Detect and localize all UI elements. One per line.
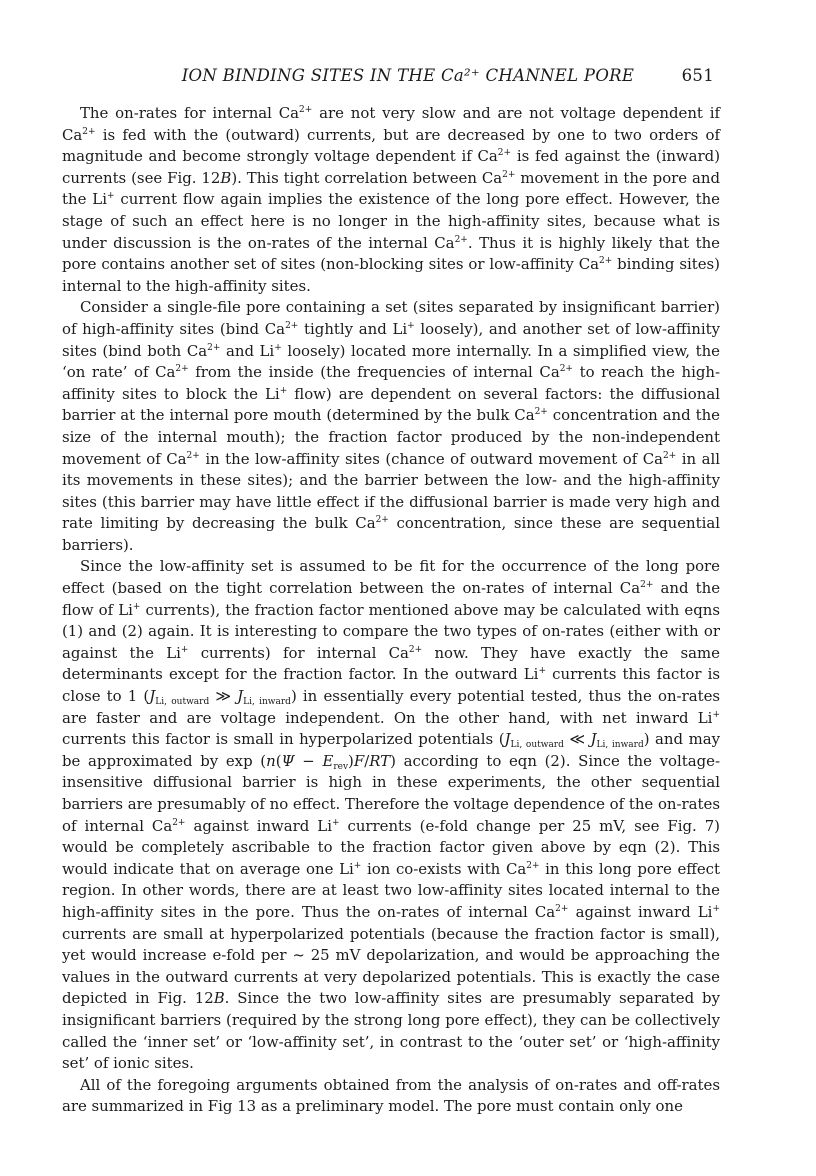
paragraph-4: All of the foregoing arguments obtained from the analysis of on-rates and off-rates are summarized in Fig 13 as a preliminary model. The pore must contain only one <box>62 1075 720 1116</box>
running-header <box>0 66 816 90</box>
body-text <box>62 103 720 1118</box>
page-number: 651 <box>681 66 714 85</box>
paragraph-2: Consider a single-file pore containing a set (sites separated by insignificant barrier) of high-affinity sites (bind $Ca^{2+}$ tightly and Li+ loosely), and another set of low-affinity sites (bind both $Ca^{2+}$ and Li+ loosely) located more internally. In a simplified view, the ‘on rate’ of $Ca^{2+}$ from the inside (the frequencies of internal $Ca^{2+}$ to reach the high-affinity sites to block the Li+ flow) are dependent on several factors: the diffusional barrier at the internal pore mouth (determined by the bulk $Ca^{2+}$ concentration and the size of the internal mouth); the fraction factor produced by the non-independent movement of $Ca^{2+}$ in the low-affinity sites (chance of outward movement of $Ca^{2+}$ in all its movements in these sites); and the barrier between the low- and the high-affinity sites (this barrier may have little effect if the diffusional barrier is made very high and rate limiting by decreasing the bulk $Ca^{2+}$ concentration, since these are sequential barriers). <box>62 298 721 554</box>
running-title: ION BINDING SITES IN THE Ca²⁺ CHANNEL PORE <box>181 66 635 85</box>
paragraph-1: The on-rates for internal $Ca^{2+}$ are not very slow and are not voltage dependent if $Ca^{2+}$ is fed with the (outward) currents, but are decreased by one to two orders of magnitude and become strongly voltage dependent if $Ca^{2+}$ is fed against the (inward) currents (see Fig. 12B). This tight correlation between $Ca^{2+}$ movement in the pore and the Li+ current flow again implies the existence of the long pore effect. However, the stage of such an effect here is no longer in the high-affinity sites, because what is under discussion is the on-rates of the internal $Ca^{2+}$. Thus it is highly likely that the pore contains another set of sites (non-blocking sites or low-affinity $Ca^{2+}$ binding sites) internal to the high-affinity sites. <box>62 104 721 295</box>
paragraph-3: Since the low-affinity set is assumed to be fit for the occurrence of the long pore effect (based on the tight correlation between the on-rates of internal $Ca^{2+}$ and the flow of Li+ currents), the fraction factor mentioned above may be calculated with eqns (1) and (2) again. It is interesting to compare the two types of on-rates (either with or against the Li+ currents) for internal $Ca^{2+}$ now. They have exactly the same determinants except for the fraction factor. In the outward Li+ currents this factor is close to 1 ($J_{Li, outward}$ ≫ $J_{Li, inward}$) in essentially every potential tested, thus the on-rates are faster and are voltage independent. On the other hand, with net inward Li+ currents this factor is small in hyperpolarized potentials ($J_{Li, outward}$ ≪ $J_{Li, inward}$) and may be approximated by $\exp (n(\Psi - E_{rev})F/RT)$ according to eqn (2). Since the voltage-insensitive diffusional barrier is high in these experiments, the other sequential barriers are presumably of no effect. Therefore the voltage dependence of the on-rates of internal $Ca^{2+}$ against inward Li+ currents (e-fold change per 25 mV, see Fig. 7) would be completely ascribable to the fraction factor given above by eqn (2). This would indicate that on average one Li+ ion co-exists with $Ca^{2+}$ in this long pore effect region. In other words, there are at least two low-affinity sites located internal to the high-affinity sites in the pore. Thus the on-rates of internal $Ca^{2+}$ against inward Li+ currents are small at hyperpolarized potentials (because the fraction factor is small), yet would increase e-fold per ∼ 25 mV depolarization, and would be approaching the values in the outward currents at very depolarized potentials. This is exactly the case depicted in Fig. 12B. Since the two low-affinity sites are presumably separated by insignificant barriers (required by the strong long pore effect), they can be collectively called the ‘inner set’ or ‘low-affinity set’, in contrast to the ‘outer set’ or ‘high-affinity set’ of ionic sites. <box>62 557 721 1073</box>
